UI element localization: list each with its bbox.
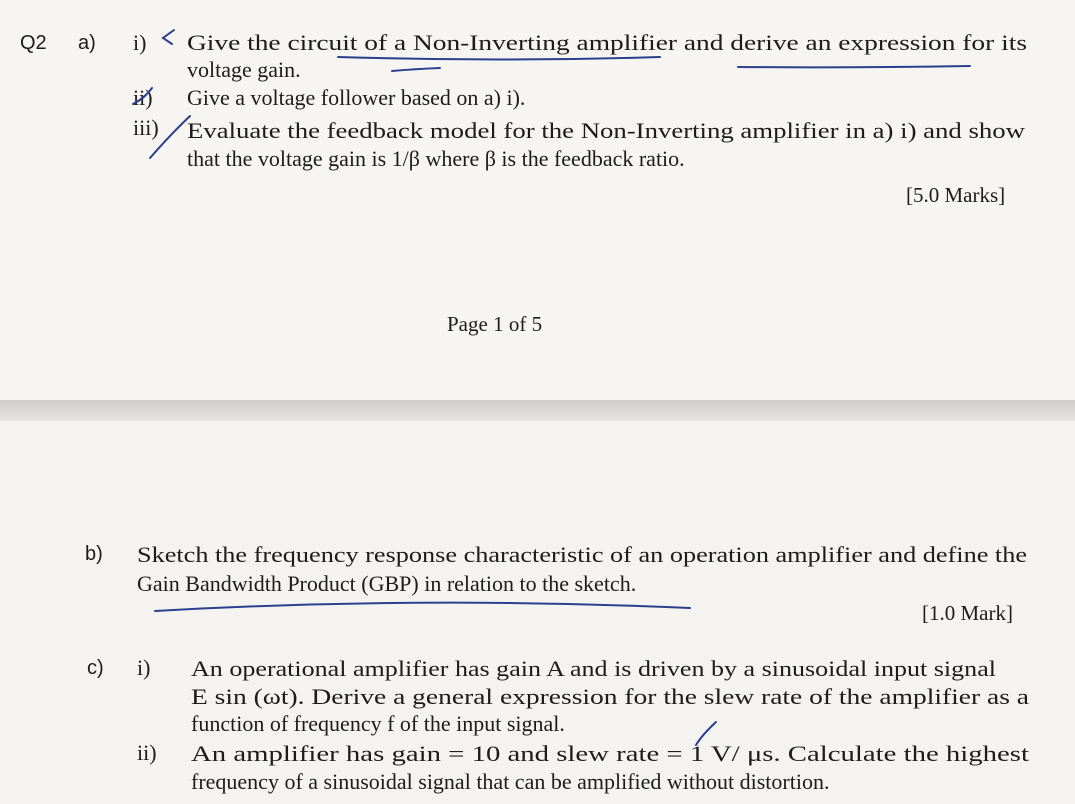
page-number: Page 1 of 5	[447, 312, 543, 336]
part-b-label: b)	[85, 543, 103, 565]
page-separator	[0, 400, 1075, 421]
part-c-item-1-line-2: E sin (ωt). Derive a general expression for the slew rate of the amplifier as a	[191, 684, 1029, 709]
part-a-item-1-line-2: voltage gain.	[187, 57, 301, 82]
question-number: Q2	[20, 32, 47, 54]
part-a-item-1-number: i)	[133, 30, 147, 55]
part-c-label: c)	[87, 657, 104, 679]
part-a-item-2-number: ii)	[133, 85, 153, 110]
part-a-item-3-line-2: that the voltage gain is 1/β where β is the feedback ratio.	[187, 146, 685, 171]
part-a-item-3-line-1: Evaluate the feedback model for the Non-Inverting amplifier in a) i) and show	[187, 118, 1025, 143]
part-c-item-2-line-2: frequency of a sinusoidal signal that can be amplified without distortion.	[191, 769, 830, 794]
part-b-line-2: Gain Bandwidth Product (GBP) in relation to the sketch.	[137, 571, 637, 596]
part-c-item-1-number: i)	[137, 655, 151, 680]
part-b-marks: [1.0 Mark]	[922, 601, 1013, 625]
part-b-line-1: Sketch the frequency response characteristic of an operation amplifier and define the	[137, 542, 1027, 567]
part-a-item-3-number: iii)	[133, 115, 159, 140]
part-a-item-1-line-1: Give the circuit of a Non-Inverting amplifier and derive an expression for its	[187, 30, 1027, 55]
part-a-marks: [5.0 Marks]	[906, 183, 1006, 207]
part-c-item-1-line-1: An operational amplifier has gain A and is driven by a sinusoidal input signal	[191, 656, 996, 681]
part-c-item-1-line-3: function of frequency f of the input signal.	[191, 711, 565, 736]
part-c-item-2-number: ii)	[137, 740, 157, 765]
part-a-label: a)	[78, 32, 96, 54]
part-a-item-2-line-1: Give a voltage follower based on a) i).	[187, 85, 526, 110]
part-c-item-2-line-1: An amplifier has gain = 10 and slew rate = 1 V/ μs. Calculate the highest	[191, 741, 1029, 766]
